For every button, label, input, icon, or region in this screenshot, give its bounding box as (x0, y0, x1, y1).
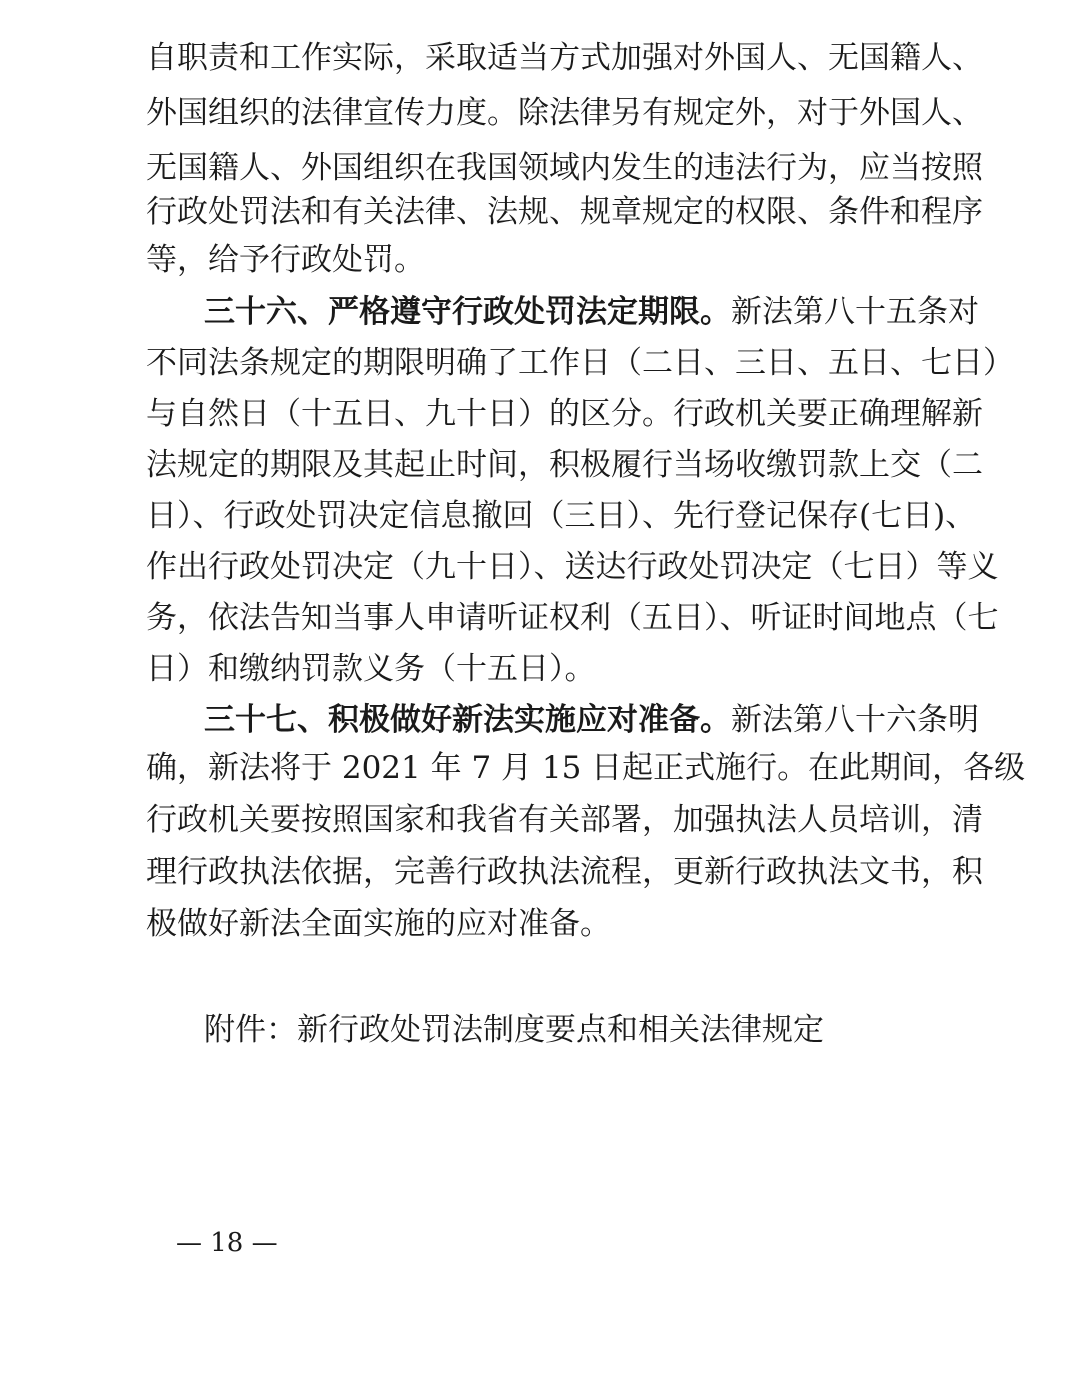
paragraph-3-line-1-rest: 新法第八十六条明 (731, 702, 979, 738)
paragraph-1-line-5: 等，给予行政处罚。 (146, 242, 425, 278)
paragraph-1-line-4: 行政处罚法和有关法律、法规、规章规定的权限、条件和程序 (146, 194, 983, 230)
paragraph-2-line-7: 务，依法告知当事人申请听证权利（五日）、听证时间地点（七 (146, 600, 999, 636)
paragraph-1-line-2: 外国组织的法律宣传力度。除法律另有规定外，对于外国人、 (146, 95, 983, 131)
paragraph-3-line-1 (204, 700, 979, 740)
paragraph-2-line-1-rest: 新法第八十五条对 (731, 294, 979, 330)
page-number: — 18 — (176, 1228, 278, 1258)
paragraph-3-line-3: 行政机关要按照国家和我省有关部署，加强执法人员培训，清 (146, 802, 983, 838)
paragraph-1-line-3: 无国籍人、外国组织在我国领域内发生的违法行为，应当按照 (146, 150, 983, 186)
section-36-heading: 三十六、严格遵守行政处罚法定期限。 (204, 294, 731, 330)
paragraph-2-line-6: 作出行政处罚决定（九十日）、送达行政处罚决定（七日）等义 (146, 549, 999, 585)
paragraph-3-line-2: 确，新法将于 2021 年 7 月 15 日起正式施行。在此期间，各级 (146, 750, 1026, 786)
paragraph-2-line-1 (204, 292, 979, 332)
attachment-note: 附件：新行政处罚法制度要点和相关法律规定 (204, 1012, 824, 1048)
paragraph-2-line-4: 法规定的期限及其起止时间，积极履行当场收缴罚款上交（二 (146, 447, 983, 483)
paragraph-1-line-1: 自职责和工作实际，采取适当方式加强对外国人、无国籍人、 (146, 40, 983, 76)
paragraph-3-line-4: 理行政执法依据，完善行政执法流程，更新行政执法文书，积 (146, 854, 983, 890)
section-37-heading: 三十七、积极做好新法实施应对准备。 (204, 702, 731, 738)
paragraph-2-line-3: 与自然日（十五日、九十日）的区分。行政机关要正确理解新 (146, 396, 983, 432)
paragraph-2-line-2: 不同法条规定的期限明确了工作日（二日、三日、五日、七日） (146, 345, 1014, 381)
paragraph-2-line-5: 日）、行政处罚决定信息撤回（三日）、先行登记保存(七日)、 (146, 498, 977, 534)
paragraph-2-line-8: 日）和缴纳罚款义务（十五日）。 (146, 651, 596, 687)
paragraph-3-line-5: 极做好新法全面实施的应对准备。 (146, 906, 611, 942)
